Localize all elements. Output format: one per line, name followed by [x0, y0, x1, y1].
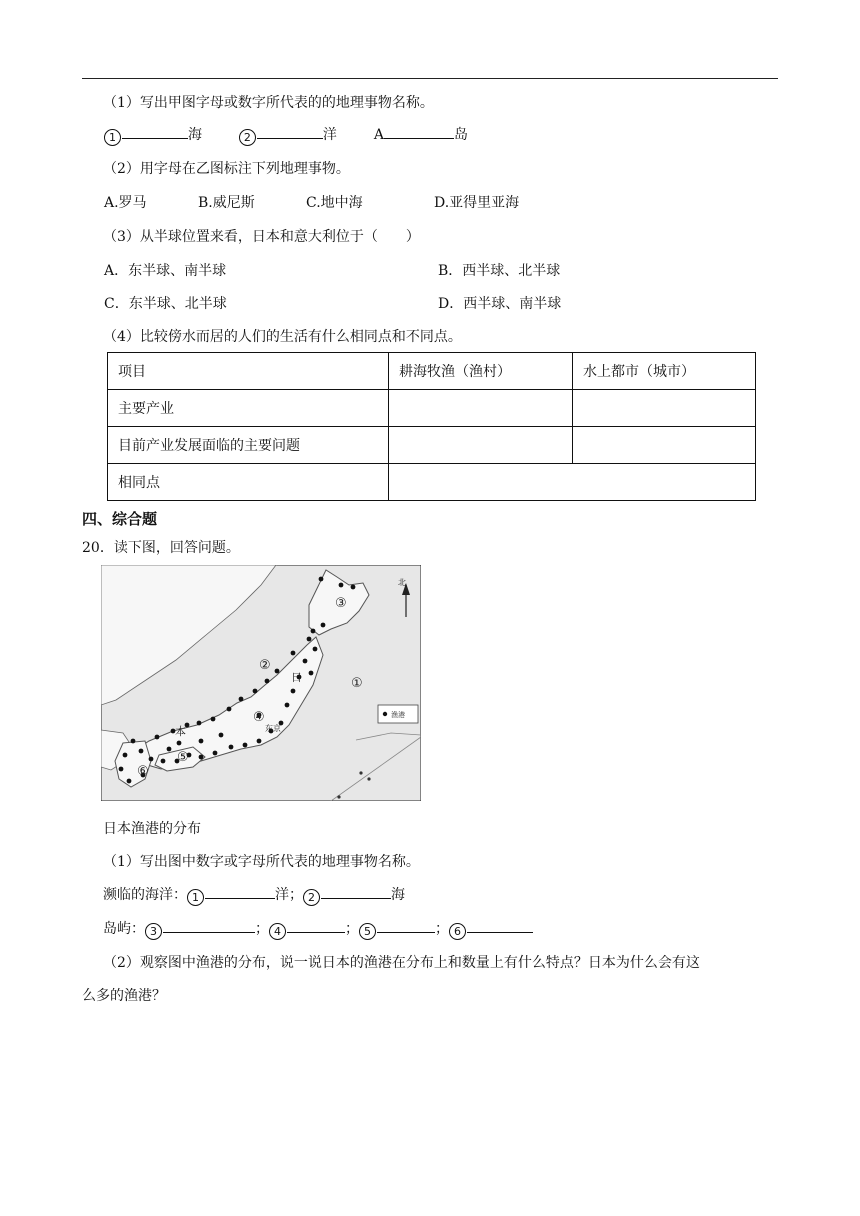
table-row-label: 目前产业发展面临的主要问题: [108, 427, 389, 464]
marker-2: 2: [303, 889, 320, 906]
q19-part2-item-a: A.罗马: [104, 195, 147, 211]
q19-part2-item-d: D.亚得里亚海: [434, 195, 520, 211]
table-row: [108, 427, 756, 464]
q19-part3-option-c[interactable]: C．东半球、北半球: [104, 296, 227, 312]
table-answer-cell[interactable]: [389, 427, 573, 464]
q19-part3-option-b[interactable]: B．西半球、北半球: [438, 263, 561, 279]
marker-6: 6: [449, 923, 466, 940]
map-label-2: ②: [259, 658, 271, 673]
legend-label: 渔港: [391, 711, 405, 719]
map-label-ben: 本: [175, 725, 186, 738]
section-title: 四、综合题: [82, 510, 158, 528]
q19-part4-prompt: （4）比较傍水而居的人们的生活有什么相同点和不同点。: [103, 329, 462, 345]
table-row-label: 相同点: [108, 464, 389, 501]
table-row: [108, 464, 756, 501]
map-label-1: ①: [351, 676, 363, 691]
q19-part1-prompt: （1）写出甲图字母或数字所代表的的地理事物名称。: [103, 95, 434, 111]
q20-part1-islands: [103, 918, 533, 940]
table-header-cell: 水上都市（城市）: [573, 353, 756, 390]
answer-blank-sea[interactable]: [321, 884, 391, 899]
map-label-5: ⑤: [177, 750, 189, 765]
table-header-cell: 耕海牧渔（渔村）: [389, 353, 573, 390]
map-label-6: ⑥: [137, 764, 149, 779]
answer-blank-island-5[interactable]: [377, 918, 435, 933]
q20-part1-oceans: [103, 884, 405, 906]
separator: ；: [255, 921, 269, 937]
marker-4: 4: [269, 923, 286, 940]
q19-part3-prompt: （3）从半球位置来看，日本和意大利位于（ ）: [103, 229, 420, 245]
table-row-label: 主要产业: [108, 390, 389, 427]
q19-part2-item-b: B.威尼斯: [198, 195, 255, 211]
map-label-tokyo: 东京: [265, 724, 281, 733]
suffix-ocean: 洋；: [275, 887, 303, 903]
table-answer-cell[interactable]: [389, 390, 573, 427]
north-label: 北: [398, 578, 406, 587]
q20-part2-line1: （2）观察图中渔港的分布，说一说日本的渔港在分布上和数量上有什么特点？日本为什么会有这: [103, 955, 700, 971]
table-header-cell: 项目: [108, 353, 389, 390]
answer-blank-island-3[interactable]: [163, 918, 255, 933]
q19-part3-option-d[interactable]: D．西半球、南半球: [438, 296, 562, 312]
map-label-ri: 日: [291, 671, 302, 684]
separator: ；: [435, 921, 449, 937]
q20-stem: 20．读下图，回答问题。: [82, 540, 240, 556]
map-label-4: ④: [253, 710, 265, 725]
islands-label: 岛屿：: [103, 921, 145, 937]
comparison-table: [107, 352, 756, 501]
map-caption: 日本渔港的分布: [103, 821, 201, 837]
marker-a: A: [373, 127, 384, 143]
marker-1: 1: [104, 129, 121, 146]
q20-part2-line2: 么多的渔港？: [82, 988, 166, 1004]
table-row: [108, 353, 756, 390]
suffix-ocean: 洋: [322, 127, 337, 143]
marker-2: 2: [239, 129, 256, 146]
table-answer-cell[interactable]: [573, 427, 756, 464]
suffix-sea: 海: [391, 887, 405, 903]
q19-part3-option-a[interactable]: A．东半球、南半球: [104, 263, 227, 279]
q19-part2-prompt: （2）用字母在乙图标注下列地理事物。: [103, 161, 350, 177]
separator: ；: [345, 921, 359, 937]
marker-3: 3: [145, 923, 162, 940]
q20-part1-prompt: （1）写出图中数字或字母所代表的地理事物名称。: [103, 854, 420, 870]
table-row: [108, 390, 756, 427]
answer-blank-ocean[interactable]: [257, 124, 323, 139]
answer-blank-sea[interactable]: [122, 124, 188, 139]
suffix-sea: 海: [188, 127, 202, 143]
marker-5: 5: [359, 923, 376, 940]
japan-fishing-port-map: [101, 565, 421, 801]
map-label-3: ③: [335, 596, 347, 611]
q19-part1-answers: [104, 124, 468, 146]
answer-blank-island-6[interactable]: [467, 918, 533, 933]
answer-blank-island[interactable]: [384, 124, 454, 139]
header-rule: [82, 78, 778, 79]
oceans-label: 濒临的海洋：: [103, 887, 187, 903]
suffix-island: 岛: [453, 127, 468, 143]
marker-1: 1: [187, 889, 204, 906]
answer-blank-ocean[interactable]: [205, 884, 275, 899]
map-legend: [378, 705, 418, 723]
table-answer-cell[interactable]: [573, 390, 756, 427]
q19-part2-item-c: C.地中海: [306, 195, 363, 211]
table-answer-cell[interactable]: [389, 464, 756, 501]
answer-blank-island-4[interactable]: [287, 918, 345, 933]
